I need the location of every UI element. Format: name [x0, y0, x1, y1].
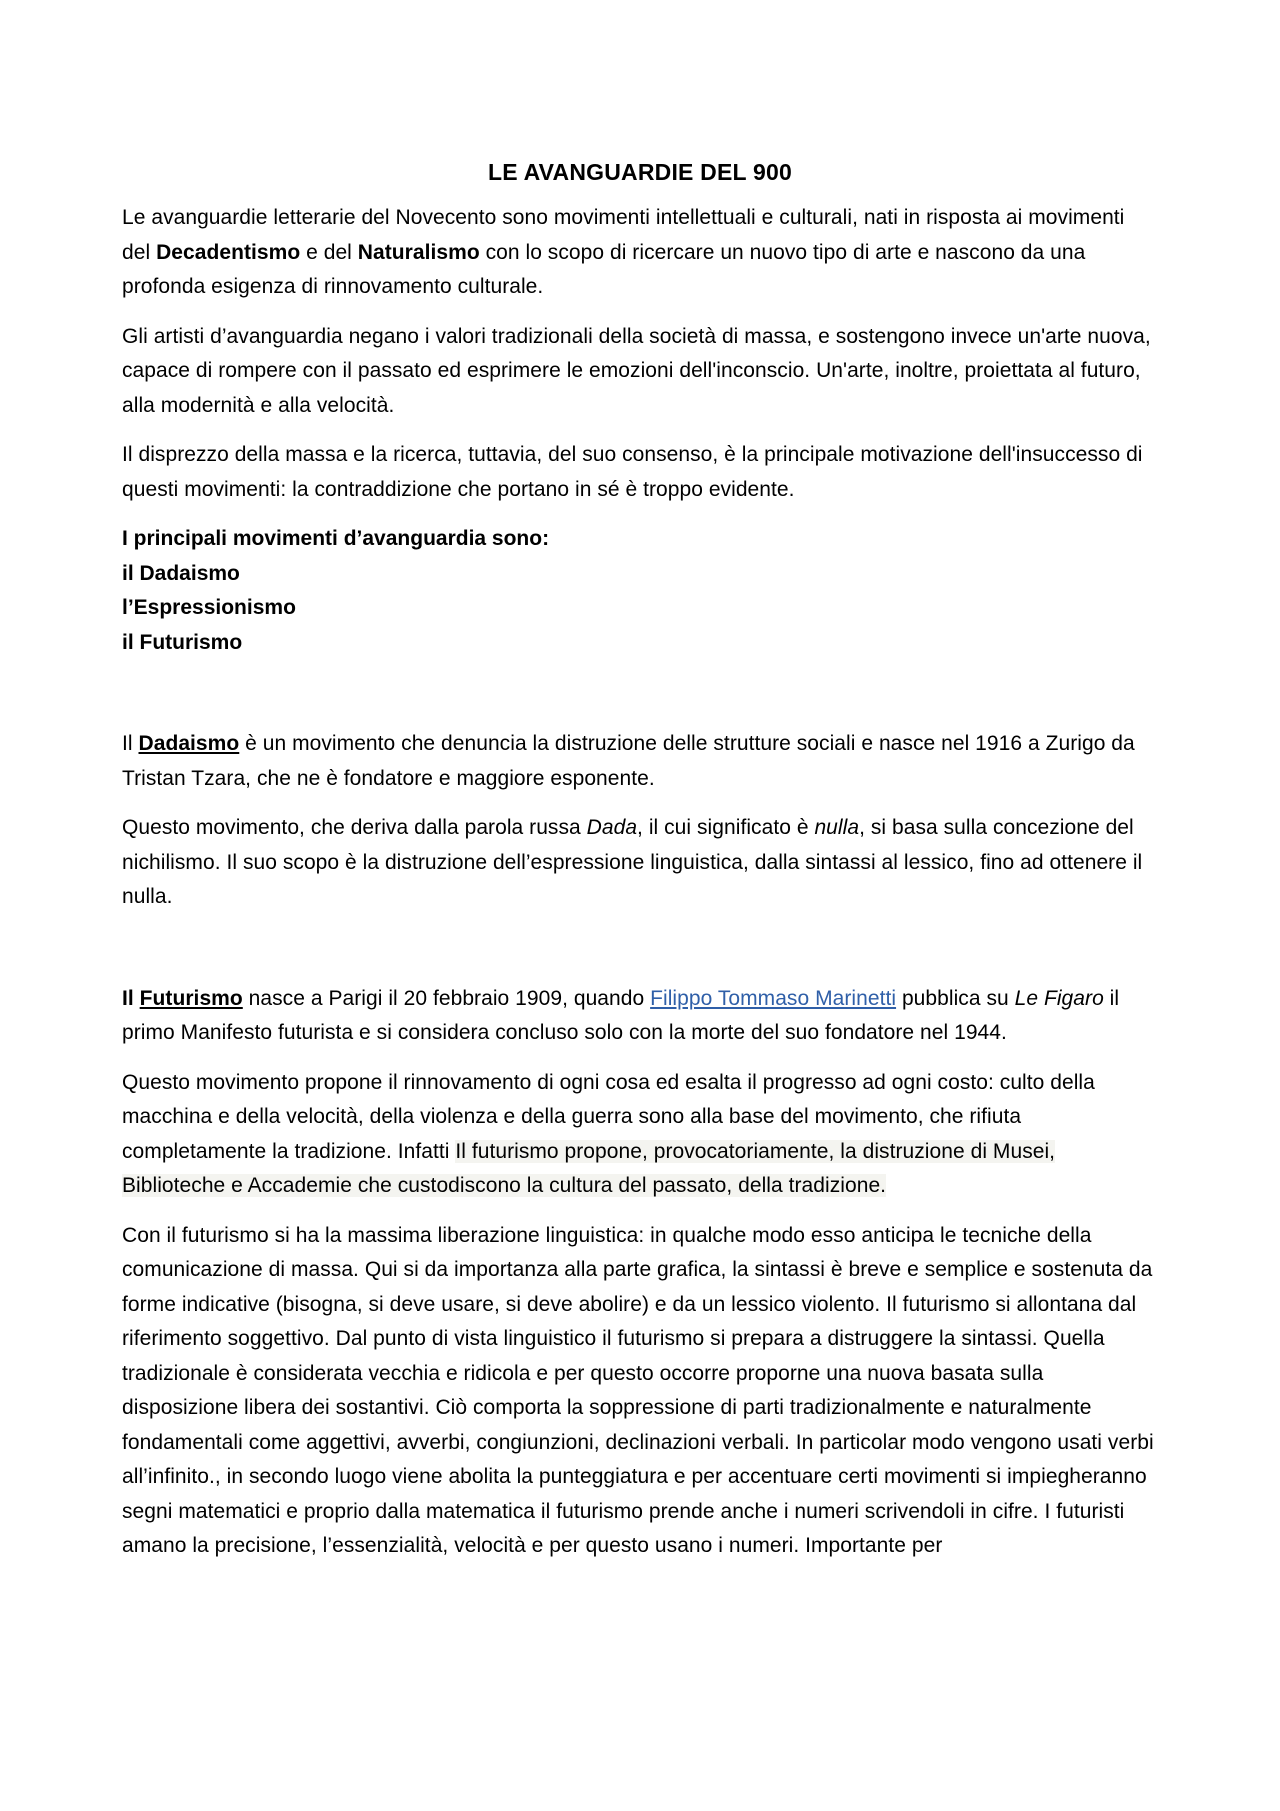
text: con lo scopo di ricercare un nuovo tipo di arte e nascono da una profonda esigenza di rinnovamento culturale. [122, 240, 1086, 298]
intro-paragraph-1 [122, 201, 1158, 305]
intro-paragraph-3: Il disprezzo della massa e la ricerca, tuttavia, del suo consenso, è la principale motivazione dell'insuccesso di questi movimenti: la contraddizione che portano in sé è troppo evidente. [122, 443, 1143, 501]
text: Il [122, 732, 139, 755]
italic-term: Le Figaro [1014, 986, 1104, 1010]
page-title: LE AVANGUARDIE DEL 900 [488, 159, 792, 185]
text: è un movimento che denuncia la distruzione delle strutture sociali e nasce nel 1916 a Zurigo da Tristan Tzara, che ne è fondatore e maggiore esponente. [122, 732, 1135, 790]
text: il primo Manifesto futurista e si considera concluso solo con la morte del suo fondatore nel 1944. [122, 986, 1120, 1044]
highlighted-text: Il futurismo propone, provocatoriamente, la distruzione di Musei, Biblioteche e Accademie che custodiscono la cultura del passato, della tradizione. [122, 1139, 1056, 1197]
list-item: il Futurismo [122, 630, 243, 654]
futurismo-paragraph-1 [122, 982, 1158, 1051]
bold-text: Il [122, 986, 140, 1010]
movements-heading: I principali movimenti d’avanguardia sono: [122, 527, 550, 550]
dadaismo-paragraph-1 [122, 727, 1158, 796]
text: Le avanguardie letterarie del Novecento sono movimenti intellettuali e culturali, nati in risposta ai movimenti del [122, 206, 1125, 264]
italic-term: Dada [586, 816, 638, 839]
text: pubblica su [896, 986, 1015, 1010]
text: e del [300, 240, 358, 264]
marinetti-link[interactable]: Filippo Tommaso Marinetti [650, 986, 897, 1010]
underlined-term: Futurismo [139, 986, 243, 1010]
dadaismo-paragraph-2 [122, 811, 1158, 915]
futurismo-paragraph-2 [122, 1066, 1158, 1204]
list-item: l’Espressionismo [122, 596, 296, 619]
italic-term: nulla [814, 816, 860, 839]
text: Questo movimento, che deriva dalla parola russa [122, 816, 587, 839]
futurismo-paragraph-3: Con il futurismo si ha la massima liberazione linguistica: in qualche modo esso anticipa le tecniche della comunicazione di massa. Qui si da importanza alla parte grafica, la sintassi è breve e semplice e sostenuta da forme indicative (bisogna, si deve usare, si deve abolire) e da un lessico violento. Il futurismo si allontana dal riferimento soggettivo. Dal punto di vista linguistico il futurismo si prepara a distruggere la sintassi. Quella tradizionale è considerata vecchia e ridicola e per questo occorre proporne una nuova basata sulla disposizione libera dei sostantivi. Ciò comporta la soppressione di parti tradizionalmente e naturalmente fondamentali come aggettivi, avverbi, congiunzioni, declinazioni verbali. In particolar modo vengono usati verbi all’infinito., in secondo luogo viene abolita la punteggiatura e per accentuare certi movimenti si impiegheranno segni matematici e proprio dalla matematica il futurismo prende anche i numeri scrivendoli in cifre. I futuristi amano la precisione, l’essenzialità, velocità e per questo usano i numeri. Importante per [122, 1223, 1154, 1557]
bold-term: Naturalismo [357, 240, 480, 264]
bold-term: Decadentismo [156, 240, 301, 264]
underlined-term: Dadaismo [138, 732, 240, 755]
spacer [122, 930, 1158, 982]
text: Questo movimento propone il rinnovamento di ogni cosa ed esalta il progresso ad ogni costo: culto della macchina e della velocità, della violenza e della guerra sono alla base del movimento, che rifiuta completamente la tradizione. Infatti [122, 1070, 1095, 1163]
text: nasce a Parigi il 20 febbraio 1909, quando [242, 986, 651, 1010]
list-item: il Dadaismo [122, 561, 240, 585]
spacer [122, 675, 1158, 727]
movements-list [122, 522, 1158, 660]
text: , il cui significato è [637, 816, 815, 839]
text: , si basa sulla concezione del nichilismo. Il suo scopo è la distruzione dell’espressione linguistica, dalla sintassi al lessico, fino ad ottenere il nulla. [122, 816, 1143, 908]
intro-paragraph-2: Gli artisti d’avanguardia negano i valori tradizionali della società di massa, e sostengono invece un'arte nuova, capace di rompere con il passato ed esprimere le emozioni dell'inconscio. Un'arte, inoltre, proiettata al futuro, alla modernità e alla velocità. [122, 324, 1151, 417]
